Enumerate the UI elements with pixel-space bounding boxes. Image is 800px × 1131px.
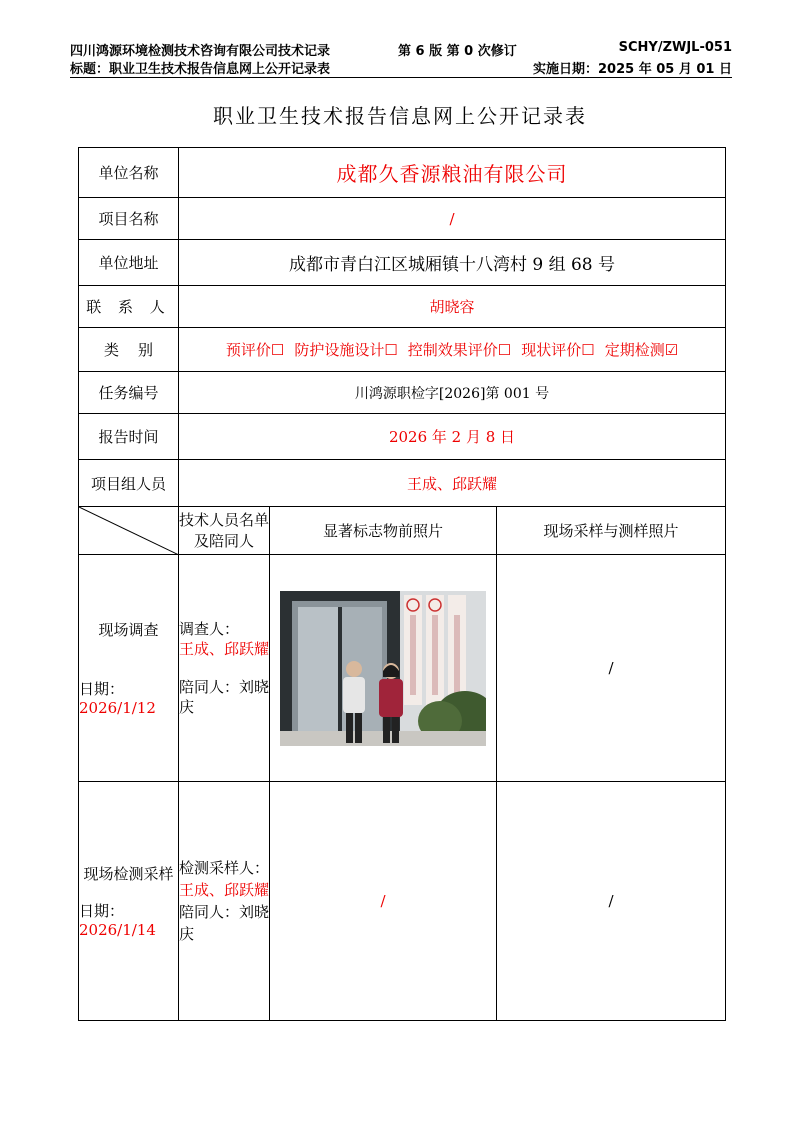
- task-no-label: 任务编号: [79, 372, 179, 414]
- report-time-value: 2026 年 2 月 8 日: [179, 414, 726, 460]
- survey-row: [79, 555, 726, 782]
- survey-companion: 陪同人：刘晓庆: [179, 678, 270, 716]
- row-task-no: [79, 372, 726, 414]
- survey-stage-cell: [79, 555, 179, 782]
- investigator-label: 调查人：: [179, 620, 240, 638]
- unit-name-value: 成都久香源粮油有限公司: [179, 148, 726, 198]
- address-label: 单位地址: [79, 240, 179, 286]
- photo-table-header: [79, 507, 726, 555]
- unit-name-label: 单位名称: [79, 148, 179, 198]
- task-no-value: 川鸿源职检字[2026]第 001 号: [179, 372, 726, 414]
- row-contact: [79, 286, 726, 328]
- survey-staff-cell: [179, 555, 270, 782]
- sampling-date-label: 日期：: [79, 902, 125, 920]
- sampling-companion: 陪同人：刘晓庆: [179, 903, 270, 943]
- subject: 标题：职业卫生技术报告信息网上公开记录表: [70, 62, 331, 77]
- effective-date: 实施日期：2025 年 05 月 01 日: [533, 62, 732, 77]
- sampling-stage: 现场检测采样: [83, 865, 174, 883]
- sampling-staff-cell: [179, 782, 270, 1021]
- row-category: [79, 328, 726, 372]
- category-label: 类 别: [79, 328, 179, 372]
- option-protection-design[interactable]: 防护设施设计☐: [294, 341, 398, 359]
- contact-label: 联 系 人: [79, 286, 179, 328]
- staff-header: 技术人员名单及陪同人: [179, 507, 270, 555]
- team-label: 项目组人员: [79, 460, 179, 507]
- sampler-label: 检测采样人：: [179, 859, 270, 877]
- row-report-time: [79, 414, 726, 460]
- samplers: 王成、邱跃耀: [179, 881, 270, 899]
- row-project-name: [79, 198, 726, 240]
- team-value: 王成、邱跃耀: [179, 460, 726, 507]
- contact-value: 胡晓容: [179, 286, 726, 328]
- option-pre-evaluation[interactable]: 预评价☐: [225, 341, 285, 359]
- category-options: [179, 328, 726, 372]
- page-title: 职业卫生技术报告信息网上公开记录表: [213, 104, 587, 128]
- header-divider: [70, 77, 732, 78]
- landmark-header: 显著标志物前照片: [270, 507, 497, 555]
- sampling-date: 2026/1/14: [79, 921, 156, 939]
- option-control-effect[interactable]: 控制效果评价☐: [407, 341, 512, 359]
- survey-landmark-cell: [270, 555, 497, 782]
- survey-sampling-photo: /: [497, 555, 726, 782]
- company-record: 四川鸿源环境检测技术咨询有限公司技术记录: [70, 44, 331, 59]
- survey-date-label: 日期：: [79, 680, 125, 698]
- survey-stage: 现场调查: [98, 621, 159, 639]
- address-value: 成都市青白江区城厢镇十八湾村 9 组 68 号: [179, 240, 726, 286]
- record-table: [78, 147, 726, 1021]
- survey-date: 2026/1/12: [79, 699, 156, 717]
- version: 第 6 版 第 0 次修订: [398, 44, 517, 59]
- doc-code: SCHY/ZWJL-051: [618, 40, 732, 55]
- row-team: [79, 460, 726, 507]
- sampling-sampling-photo: /: [497, 782, 726, 1021]
- site-photo: [280, 591, 486, 746]
- row-address: [79, 240, 726, 286]
- row-unit-name: [79, 148, 726, 198]
- sampling-header: 现场采样与测样照片: [497, 507, 726, 555]
- option-status-evaluation[interactable]: 现状评价☐: [521, 341, 595, 359]
- project-name-label: 项目名称: [79, 198, 179, 240]
- sampling-landmark-photo: /: [270, 782, 497, 1021]
- investigators: 王成、邱跃耀: [179, 640, 270, 658]
- option-periodic-testing[interactable]: 定期检测☑: [604, 341, 679, 359]
- sampling-row: [79, 782, 726, 1021]
- report-time-label: 报告时间: [79, 414, 179, 460]
- diagonal-cell: [79, 507, 179, 555]
- sampling-stage-cell: [79, 782, 179, 1021]
- project-name-value: /: [179, 198, 726, 240]
- site-photo-illustration: [280, 591, 486, 746]
- diagonal-line: [79, 507, 179, 555]
